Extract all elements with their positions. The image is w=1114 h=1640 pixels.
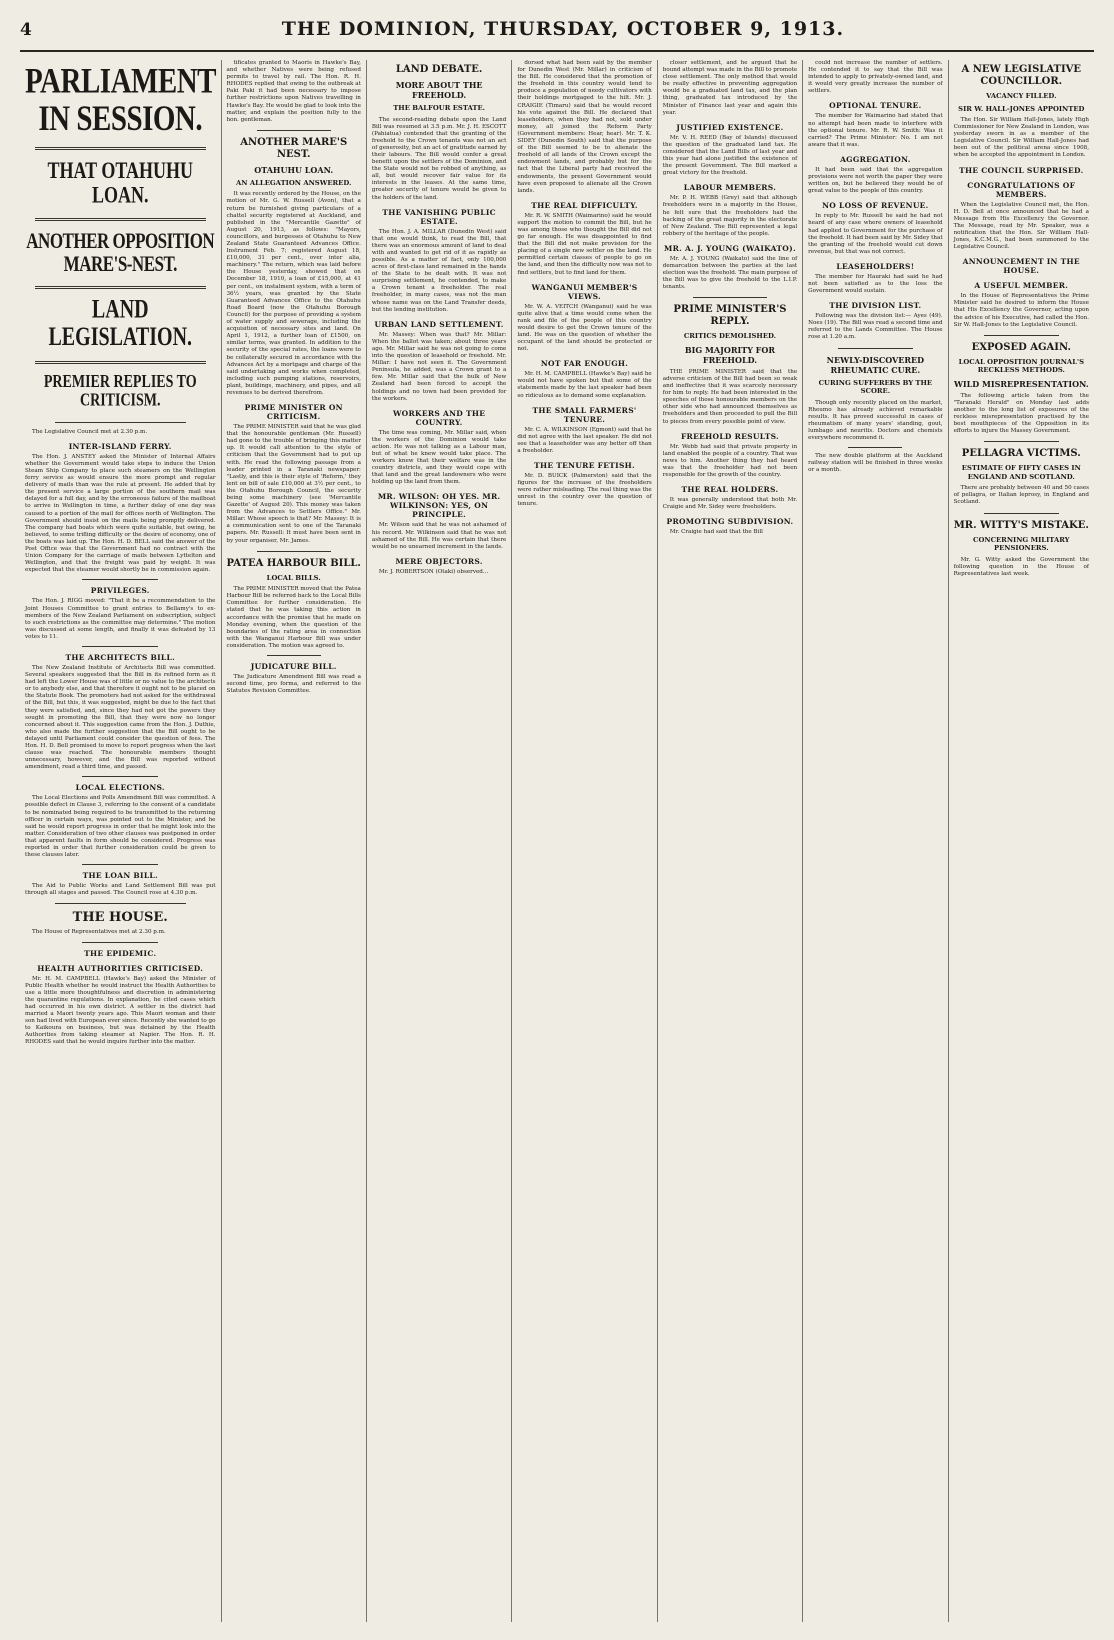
real-text: Mr. R. W. SMITH (Waimarino) said he would support the motion to commit the Bill, but he was among those who thought the Bill did not go far enough. He was disappointed to find that the Bill did not make provision for the placing of a single new settler on the land. He permitted certain classes of people to go on the land, and then the difficulty now was not to find settlers, but to find land for them. xyxy=(517,212,652,276)
section-prime-minister-criticism: PRIME MINISTER ON CRITICISM. xyxy=(244,403,343,422)
headline-mares-nest: ANOTHER OPPOSITION MARE'S-NEST. xyxy=(26,228,215,276)
section-small-farmers: THE SMALL FARMERS' TENURE. xyxy=(532,405,637,424)
section-health: HEALTH AUTHORITIES CRITICISED. xyxy=(37,963,204,973)
section-useful-member: A USEFUL MEMBER. xyxy=(974,281,1069,291)
deck-freehold: MORE ABOUT THE FREEHOLD. xyxy=(395,80,483,100)
promoting-text: Mr. Craigie had said that the Bill xyxy=(669,529,763,536)
ferry-text: The Hon. J. ANSTEY asked the Minister of Internal Affairs whether the Government would take steps to induce the Union Steam Ship Company to place such steamers on the Wellington ferry service as would ensure the more prompt and regular delivery of mails than was the rule at present. He added that by the present service a large portion of the southern mail was delayed for a full day, and by the erroneous failure of the mailboat to arrive in Wellington in time, a further delay of one day was caused to a portion of the mail for offices north of Wellington. The Government should insist on the mails being promptly delivered. The company had boats which were quite suitable, but owing, he believed, to some trifling difficulty or the desire of economy, one of the boats was laid up. The Hon. H. D. BELL said the answer of the Post Office was that the Government had no contract with the Union Company for the carriage of mails between Lyttelton and Wellington, and that the freight was paid by weight. It was expected that the steamer would shortly be in commission again. xyxy=(25,453,216,574)
balfour-text: The second-reading debate upon the Land Bill was resumed at 3.5 p.m. Mr. J. H. ESCOTT (Pahiatua) contended that the granting of the freehold to the Crown tenants was not an act of generosity, but an act of gratitude earned by their labours. The Bill would confer a great benefit upon the settlers of the Dominion, and the State would not be robbed of anything, as all, but would recover fair value for its interests in the leases. At the same time, greater security of tenure would be given to the holders of the land. xyxy=(371,116,507,201)
section-house: THE HOUSE. xyxy=(72,910,168,926)
objectors-text: Mr. J. ROBERTSON (Otaki) observed... xyxy=(378,568,489,575)
patea-text: The PRIME MINISTER moved that the Patea Harbour Bill be referred back to the Local Bills Committee for further consideration. He stated that he was taking this action in accordance with the promise that he made on Monday evening, when the question of the boundaries of the rating area in connection with the Wanganui Harbour Bill was under consideration. The motion was agreed to. xyxy=(226,586,361,649)
section-congratulations: CONGRATULATIONS OF MEMBERS. xyxy=(967,180,1076,199)
divider xyxy=(82,942,158,943)
wanganui-text: Mr. W. A. VEITCH (Wanganui) said he was quite alive that a time would come when the rank and file of the people of this country would desire to get the Crown tenure of the land. He was on the question of whether the occupant of the land should be protected or not. xyxy=(517,303,652,353)
aggregation-text: It had been said that the aggregation provisions were not worth the paper they were written on, but he believed they would be of great value to the people of this country. xyxy=(808,166,943,195)
divider xyxy=(838,348,912,349)
holders-text: It was generally understood that both Mr. Craigie and Mr. Sidey were freeholders. xyxy=(662,497,798,511)
headline-premier: PREMIER REPLIES TO CRITICISM. xyxy=(43,373,197,411)
column-1 xyxy=(20,60,222,1622)
witty-text: Mr. G. Witty asked the Government the following question in the House of Representatives last week. xyxy=(953,556,1089,577)
masthead xyxy=(20,18,1094,52)
section-not-far-enough: NOT FAR ENOUGH. xyxy=(540,359,629,369)
justified-text: Mr. V. H. REED (Bay of Islands) discussed the question of the graduated land tax. He considered that the Land Bills of last year and this year had alone justified the existence of the present Government. The Bill marked a great victory for the freehold. xyxy=(662,134,798,177)
section-young: MR. A. J. YOUNG (WAIKATO). xyxy=(664,243,796,253)
headline-exposed: EXPOSED AGAIN. xyxy=(971,341,1071,353)
deck-pensions: CONCERNING MILITARY PENSIONERS. xyxy=(973,535,1070,553)
section-privileges: PRIVILEGES. xyxy=(90,586,150,596)
col1-continued: tificates granted to Maoris in Hawke's Bay, and whether Natives were being refused permits to travel by rail. The Hon. R. H. RHODES replied that owing to the outbreak at Paki Paki it had been necessary to impose further restrictions upon Natives travelling in Hawke's Bay. He would be glad to look into the matter, and explain the position fully to the hon. gentleman. xyxy=(226,60,361,123)
urban-text: Mr. Massey: When was that? Mr. Millar: When the ballot was taken; about three years ago. Mr. Millar said he was not going to come into the question of leasehold or freehold. Mr. Millar: I have not seen it. The Government Peninsula, he added, was a Crown grant to a few. Mr. Millar said that the bulk of New Zealand had been forced to accept the holdings and no town had been provided for the workers. xyxy=(371,331,507,402)
divider xyxy=(257,551,331,552)
architects-text: The New Zealand Institute of Architects Bill was committed. Several speakers suggested that the Bill in its refined form as it had left the Lower House was of little or no value to the architects or to anybody else, and that therefore it ought not to be placed on the Statute Book. The promoters had not asked for the withdrawal of the Bill, but this, it was suggested, might be due to the fact that they were satisfied, and, since they had not got the powers they sought in promoting the Bill, that they were now no longer concerned about it. This suggestion came from the Hon. J. Duthie, who also made the further suggestion that the Bill ought to be delayed until Parliament could consider the question of fees. The Hon. H. D. Bell promised to move to report progress when the last clause was reached. The honourable members thought unnecessary, however, and the Bill was reported without amendment, read a third time, and passed. xyxy=(25,664,216,771)
deck-wild: WILD MISREPRESENTATION. xyxy=(953,378,1089,389)
ad-text: The new double platform at the Auckland railway station will be finished in three weeks or a month. xyxy=(808,453,943,474)
labour-text: Mr. P. H. WEBB (Grey) said that although freeholders were in a majority in the House, he felt sure that the freeholders had the backing of the great majority in the electorate of New Zealand. The Bill represented a legal robbery of the heritage of the people. xyxy=(662,195,798,237)
divider xyxy=(82,579,158,580)
deck-majority: BIG MAJORITY FOR FREEHOLD. xyxy=(684,344,775,365)
premier-text: The PRIME MINISTER said that he was glad that the honourable gentleman (Mr. Russell) had gone to the trouble of bringing this matter up. It would call attention to the style of criticism that the Government had to put up with. He read the following passage from a leader printed in a Taranaki newspaper: "Lastly, and this is their style of 'Reform,' they lent on bill of sale £10,000 at 3½ per cent., to the Otahuhu Borough Council, the security being some machinery (see 'Mercantile Gazette' of August 20). This money was taken from the Advances to Settlers Office." Mr. Millar: Whose speech is that? Mr. Massey: It is a communication sent to one of the Taranaki papers. Mr. Russell: It must have been sent in by your organiser, Mr. James. xyxy=(226,424,361,544)
congrats-text: When the Legislative Council met, the Hon. H. D. Bell at once announced that he had a Message from His Excellency the Governor. The Message, read by Mr. Speaker, was a notification that the Hon. Sir William Hall-Jones, K.C.M.G., had been summoned to the Legislative Council. xyxy=(953,201,1089,251)
paper-title: THE DOMINION, THURSDAY, OCTOBER 9, 1913. xyxy=(281,18,845,40)
column-2 xyxy=(222,60,367,1622)
pellagra-text: There are probably between 40 and 50 cases of pellagra, or Italian leprosy, in England and Scotland. xyxy=(953,485,1089,506)
section-justified: JUSTIFIED EXISTENCE. xyxy=(676,122,784,132)
headline-land-debate: LAND DEBATE. xyxy=(395,64,483,75)
section-objectors: MERE OBJECTORS. xyxy=(395,556,483,566)
headline-new-councillor: A NEW LEGISLATIVE COUNCILLOR. xyxy=(961,64,1082,87)
divider xyxy=(848,447,902,448)
headline-witty: MR. WITTY'S MISTAKE. xyxy=(953,519,1089,531)
divider xyxy=(82,646,158,647)
division-text: Following was the division list:— Ayes (49). Noes (19). The Bill was read a second time and referred to the Lands Committee. The House rose at 1.20 a.m. xyxy=(808,313,943,341)
divider xyxy=(35,361,206,364)
deck-pellagra: ESTIMATE OF FIFTY CASES IN ENGLAND AND SCOTLAND. xyxy=(961,464,1081,481)
divider xyxy=(35,218,206,221)
divider xyxy=(82,864,158,865)
section-ferry: INTER-ISLAND FERRY. xyxy=(68,441,172,451)
section-aggregation: AGGREGATION. xyxy=(840,154,911,164)
divider xyxy=(984,513,1059,514)
loan-text: The Aid to Public Works and Land Settlement Bill was put through all stages and passed. The Council rose at 4.30 p.m. xyxy=(25,883,216,897)
divider xyxy=(267,655,321,656)
divider xyxy=(693,297,767,298)
vanishing-text: The Hon. J. A. MILLAR (Dunedin West) said that one would think, to read the Bill, that there was an enormous amount of land to deal with and wanted to get rid of it as rapidly as possible. As a matter of fact, only 100,000 acres of first-class land remained in the hands of the State to be dealt with. It was not surprising settlement, he contended, to make a Crown tenant a freeholder. The real freeholder, in many cases, was not the man whose name was on the Land Transfer deeds, but the lending institution. xyxy=(371,228,507,313)
columns xyxy=(20,60,1094,1622)
farmers-text: Mr. C. A. WILKINSON (Egmont) said that he did not agree with the last speaker. He did not see that a leaseholder was any better off than a freeholder. xyxy=(517,426,652,454)
headline-parliament: PARLIAMENT IN SESSION. xyxy=(25,61,217,140)
headline-rheumatic: NEWLY-DISCOVERED RHEUMATIC CURE. xyxy=(826,354,925,375)
section-optional: OPTIONAL TENURE. xyxy=(829,101,922,111)
divider xyxy=(55,903,186,904)
section-epidemic: THE EPIDEMIC. xyxy=(84,948,157,958)
deck-rheumatic: CURING SUFFERERS BY THE SCORE. xyxy=(818,378,933,396)
privileges-text: The Hon. J. RIGG moved: "That it be a recommendation to the Joint Houses Committee to grant entries to Bellamy's to ex-members of the New Zealand Parliament on subscription, subject to such restrictions as the committee may determine." The motion was discussed at some length, and finally it was defeated by 13 votes to 11. xyxy=(25,598,216,640)
col6-continued: could not increase the number of settlers. He contended it to say that the Bill was intended to apply to privately-owned land, and it would very greatly increase the number of settlers. xyxy=(808,60,943,95)
section-wilson: MR. WILSON: OH YES. MR. WILKINSON: YES, ON PRINCIPLE. xyxy=(377,492,501,520)
section-elections: LOCAL ELECTIONS. xyxy=(75,783,165,793)
section-wanganui: WANGANUI MEMBER'S VIEWS. xyxy=(531,282,638,301)
deck-critics: CRITICS DEMOLISHED. xyxy=(683,332,777,341)
col4-continued: dorsed what had been said by the member for Dunedin West (Mr. Millar) in criticism of the Bill. He considered that the promotion of the freehold in this country would tend to produce a population of needy cultivators with their holdings mortgaged to the hilt. Mr. J. CRAIGIE (Timaru) said that he would record his vote against the Bill. He declared that leaseholders, when they had not, sold under money, all joined the Reform Party (Government members: Hear, hear). Mr. T. K. SIDEY (Dunedin South) said that the purpose of the Bill seemed to be to alienate the freehold of all lands of the Crown except the endowment lands, and probably but for the fact that the Liberal party had received the endowments, the present Government would have even proposed to alienate all the Crown lands. xyxy=(517,60,652,194)
deck-allegation: AN ALLEGATION ANSWERED. xyxy=(236,178,352,187)
divider xyxy=(55,422,186,423)
section-loan: THE LOAN BILL. xyxy=(82,871,158,881)
section-revenue: NO LOSS OF REVENUE. xyxy=(822,201,929,211)
deck-otahuhu-loan: OTAHUHU LOAN. xyxy=(254,164,334,175)
column-5 xyxy=(658,60,803,1622)
column-4 xyxy=(512,60,657,1622)
section-architects: THE ARCHITECTS BILL. xyxy=(65,652,175,662)
page-number: 4 xyxy=(20,20,32,40)
wilson-text: Mr. Wilson said that he was not ashamed of his record. Mr. Wilkinson said that he was not ashamed of the Bill. He was certain that there would be no unearned increment in the lands. xyxy=(371,522,507,550)
col5-continued: closer settlement, and he argued that he bound attempt was made in the Bill to promote close settlement. The only method that would be really effective in preventing aggregation would be a graduated land tax, and the plan thing, graduated tax introduced by the Minister of Finance last year and again this year. xyxy=(662,60,798,116)
enough-text: Mr. H. M. CAMPBELL (Hawke's Bay) said he would not have spoken but that some of the statements made by the last speaker had been so ridiculous as to demand some explanation. xyxy=(517,371,652,399)
allegation-text: It was recently ordered by the House, on the motion of Mr. G. W. Russell (Avon), that a return be furnished giving particulars of a chattel security registered at Auckland, and published in the "Mercantile Gazette" of August 20, 1913, as follows: "Mayors, councillors, and burgesses of Otahuhu to New Zealand State Guaranteed Advances Office. Instrument Feb. 7; registered August 18, £10,000, 31 per cent., over inter alia, machinery." The return, which was laid before the House yesterday, showed that on December 18, 1910, a loan of £15,000, at 41 per cent., on instalment system, with a term of 36½ years, was granted by the State Guaranteed Advances Office to the Otahuhu Road Board (now the Otahuhu Borough Council) for the purpose of providing a system of water supply and sewerage, including the acquisition of necessary sites and land. On April 1, 1912, a further loan of £1500, on similar terms, was granted. In addition to the security of the special rates, the loans were to be collaterally secured in accordance with the Advances Act by a mortgage and charge of the said undertaking and works when completed, including such pumping stations, reservoirs, plant, buildings, machinery, and pipes, and all revenues to be derived therefrom. xyxy=(226,191,361,396)
section-division: THE DIVISION LIST. xyxy=(829,301,922,311)
section-workers: WORKERS AND THE COUNTRY. xyxy=(392,408,486,427)
headline-otahuhu: THAT OTAHUHU LOAN. xyxy=(47,156,194,208)
divider xyxy=(35,147,206,150)
column-6 xyxy=(803,60,948,1622)
reply-text: THE PRIME MINISTER said that the adverse criticism of the Bill had been so weak and ineffective that it was scarcely necessary for him to reply. He had been interested in the speeches of those honourable members on the other side who had announced themselves as freeholders and then proceeded to pull the Bill to pieces from every possible point of view. xyxy=(662,368,798,425)
section-leaseholders: LEASEHOLDERS! xyxy=(836,261,915,271)
judicature-text: The Judicature Amendment Bill was read a second time, pro forma, and referred to the Statutes Revision Committee. xyxy=(226,674,361,695)
intro-text: The Legislative Council met at 2.30 p.m. xyxy=(32,428,148,435)
council-text: The Hon. Sir William Hall-Jones, lately High Commissioner for New Zealand in London, was yesterday sworn in as a member of the Legislative Council. Sir William Hall-Jones had been out of the political arena since 1908, when he accepted the appointment in London. xyxy=(953,117,1089,159)
headline-land-legislation: LAND LEGISLATION. xyxy=(48,295,193,352)
freehold-text: Mr. Webb had said that private property in land enabled the people of a country. That was news to him. Another thing they had heard was that the freeholder had not been responsible for the growth of the country. xyxy=(662,443,798,478)
headline-another-mares-nest: ANOTHER MARE'S NEST. xyxy=(240,136,348,160)
elections-text: The Local Elections and Polls Amendment Bill was committed. A possible defect in Clause 3, referring to the consent of a candidate to be nominated being required to be transmitted to the returning officer in certain ways, was pointed out to the Minister, and he said he would report progress in order that he might look into the matter. Consideration of two other clauses was postponed in order that apparent faults in form should be considered. Progress was reported in order that further consideration could be given to these clauses later. xyxy=(25,795,216,859)
divider xyxy=(984,335,1059,336)
column-7 xyxy=(949,60,1094,1622)
section-labour: LABOUR MEMBERS. xyxy=(683,183,777,193)
divider xyxy=(257,130,331,131)
headline-pellagra: PELLAGRA VICTIMS. xyxy=(961,448,1081,460)
tenure-text: Mr. D. BUICK (Palmerston) said that the figures for the increase of the freeholders were rather misleading. The real thing was the unrest in the country over the question of tenure. xyxy=(517,473,652,508)
section-vanishing: THE VANISHING PUBLIC ESTATE. xyxy=(382,207,496,226)
optional-text: The member for Waimarino had stated that no attempt had been made to interfere with the optional tenure. Mr. R. W. Smith: Was it carried? The Prime Minister: No. I am not aware that it was. xyxy=(808,113,943,148)
section-real-holders: THE REAL HOLDERS. xyxy=(681,485,779,495)
young-text: Mr. A. J. YOUNG (Waikato) said the line of demarcation between the parties at the last election was the freehold. The main purpose of the Bill was to give the freehold to the L.I.P. tenants. xyxy=(662,255,798,291)
section-freehold-results: FREEHOLD RESULTS. xyxy=(680,431,779,441)
deck-journal: LOCAL OPPOSITION JOURNAL'S RECKLESS METHODS. xyxy=(958,357,1084,375)
exposed-text: The following article taken from the "Taranaki Herald" on Monday last adds another to the long list of exposures of the reckless misrepresentation practised by the best mouthpieces of the Opposition in its efforts to injure the Massey Government. xyxy=(953,392,1089,435)
section-council-surprised: THE COUNCIL SURPRISED. xyxy=(959,165,1084,175)
leaseholders-text: The member for Hauraki had said he had not been satisfied as to the loss the Government would sustain. xyxy=(808,273,943,295)
health-text: Mr. H. M. CAMPBELL (Hawke's Bay) asked the Minister of Public Health whether he would instruct the Health Authorities to use a little more thoughtfulness and discretion in administering the quarantine regulations. In explanation, he cited cases which had occurred in his own district. A settler in the district had married a Maori twenty years ago. This Maori woman and their son had lived with European ever since. Recently she wanted to go to Kaikoura on business, but was detained by the Health Authorities from taking steamer at Napier. The Hon. R. H. RHODES said that he would inquire further into the matter. xyxy=(25,975,216,1046)
section-judicature: JUDICATURE BILL. xyxy=(250,662,337,671)
headline-patea-harbour: PATEA HARBOUR BILL. xyxy=(226,557,361,569)
workers-text: The time was coming, Mr. Millar said, when the workers of the Dominion would take action. He was not talking as a Labour man, but of what he knew would take place. The workers knew that their welfare was in the country districts, and they would cope with that land and the great landowners who were holding up the land from them. xyxy=(371,429,507,486)
section-tenure-fetish: THE TENURE FETISH. xyxy=(534,461,635,471)
section-announcement: ANNOUNCEMENT IN THE HOUSE. xyxy=(962,257,1080,276)
divider xyxy=(984,441,1059,442)
divider xyxy=(82,776,158,777)
section-real-difficulty: THE REAL DIFFICULTY. xyxy=(531,200,638,210)
rheumatic-text: Though only recently placed on the market, Rheumo has already achieved remarkable results. It has proved successful in cases of rheumatism of many years' standing, gout, lumbago and neuritis. Doctors and chemists everywhere recommend it. xyxy=(808,399,943,441)
divider xyxy=(35,286,206,289)
section-urban: URBAN LAND SETTLEMENT. xyxy=(374,319,504,329)
deck-balfour: THE BALFOUR ESTATE. xyxy=(393,104,486,112)
section-promoting: PROMOTING SUBDIVISION. xyxy=(666,517,794,527)
deck-local-bills: LOCAL BILLS. xyxy=(266,573,321,582)
house-text: The House of Representatives met at 2.30 p.m. xyxy=(32,929,166,936)
revenue-text: In reply to Mr. Russell he said he had not heard of any case where owners of leasehold had applied to Government for the purchase of the freehold. It had been said by Mr. Sidey that the granting of the freehold would cut down revenue, but that was not correct. xyxy=(808,213,943,255)
column-3 xyxy=(367,60,512,1622)
headline-pm-reply: PRIME MINISTER'S REPLY. xyxy=(673,304,787,328)
deck-hall-jones: SIR W. HALL-JONES APPOINTED xyxy=(958,104,1085,113)
announce-text: In the House of Representatives the Prime Minister said he desired to inform the House that His Excellency the Governor, acting upon the advice of his Executive, had called the Hon. Sir W. Hall-Jones to the Legislative Council. xyxy=(953,293,1089,328)
deck-vacancy: VACANCY FILLED. xyxy=(986,92,1057,100)
